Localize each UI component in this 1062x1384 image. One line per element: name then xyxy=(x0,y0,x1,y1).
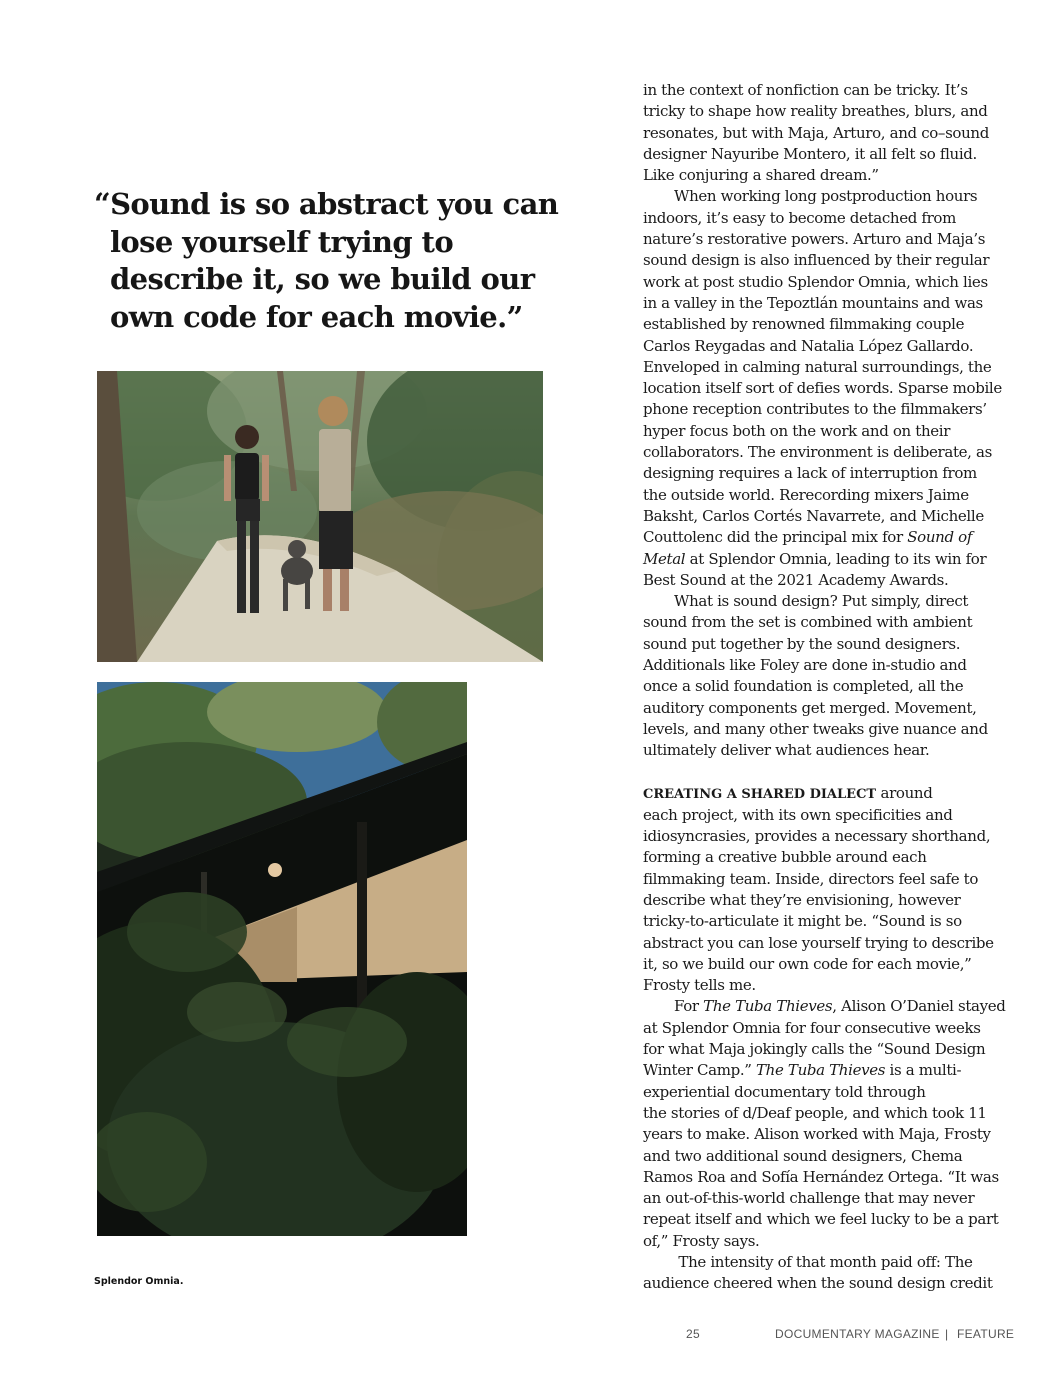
paragraph xyxy=(643,186,1015,591)
text-line: Frosty tells me. xyxy=(643,976,756,995)
text-line xyxy=(643,783,1015,805)
text-line: idiosyncrasies, provides a necessary shorthand, xyxy=(643,827,991,846)
film-title: Sound of xyxy=(907,528,973,547)
text-line: and two additional sound designers, Chema xyxy=(643,1146,963,1165)
text-run: around xyxy=(876,783,933,802)
forest-path-illustration xyxy=(97,371,543,662)
text-line: The intensity of that month paid off: The xyxy=(674,1253,973,1272)
section-name: FEATURE xyxy=(957,1327,1015,1341)
text-line: in a valley in the Tepoztlán mountains and was xyxy=(643,293,983,312)
text-line: at Splendor Omnia for four consecutive weeks xyxy=(643,1018,981,1037)
text-line: years to make. Alison worked with Maja, Frosty xyxy=(643,1125,991,1144)
text-line: indoors, it’s easy to become detached from xyxy=(643,208,956,227)
paragraph xyxy=(643,591,1015,761)
text-line: nature’s restorative powers. Arturo and Maja’s xyxy=(643,230,986,249)
pull-quote-open-mark: “ xyxy=(94,187,111,221)
film-title: The Tuba Thieves xyxy=(756,1061,886,1080)
text-line xyxy=(643,549,1015,570)
section-gap xyxy=(643,762,1015,783)
text-line: sound design is also influenced by their regular xyxy=(643,251,990,270)
film-title: Metal xyxy=(643,549,686,568)
text-line: auditory components get merged. Movement, xyxy=(643,698,977,717)
text-run: For xyxy=(674,997,704,1016)
text-line: tricky-to-articulate it might be. “Sound is so xyxy=(643,912,962,931)
text-line: resonates, but with Maja, Arturo, and co–sound xyxy=(643,123,989,142)
text-line: once a solid foundation is completed, all the xyxy=(643,677,964,696)
text-line: sound from the set is combined with ambient xyxy=(643,613,973,632)
text-line: ultimately deliver what audiences hear. xyxy=(643,741,930,760)
text-line: Baksht, Carlos Cortés Navarrete, and Michelle xyxy=(643,506,984,525)
text-line: of,” Frosty says. xyxy=(643,1231,760,1250)
paragraph xyxy=(643,783,1015,997)
publication-name: DOCUMENTARY MAGAZINE xyxy=(775,1327,940,1341)
text-line: Like conjuring a shared dream.” xyxy=(643,166,879,185)
text-line: filmmaking team. Inside, directors feel safe to xyxy=(643,869,979,888)
text-line: established by renowned filmmaking couple xyxy=(643,315,965,334)
text-line: an out-of-this-world challenge that may never xyxy=(643,1189,975,1208)
text-line: When working long postproduction hours xyxy=(674,187,978,206)
text-line: designer Nayuribe Montero, it all felt so fluid. xyxy=(643,144,977,163)
text-line: Enveloped in calming natural surroundings, the xyxy=(643,357,992,376)
pull-quote-close-mark: ” xyxy=(506,299,523,334)
pull-quote-text: Sound is so abstract you can lose yourself trying to describe it, so we build our own code for each movie. xyxy=(110,187,559,334)
text-line: levels, and many other tweaks give nuance and xyxy=(643,719,988,738)
article-column xyxy=(643,80,1015,1295)
section-lead-in: CREATING A SHARED DIALECT xyxy=(643,786,877,802)
text-line: location itself sort of defies words. Sparse mobile xyxy=(643,379,1002,398)
paragraph xyxy=(643,80,1015,186)
text-line: each project, with its own specificities and xyxy=(643,805,953,824)
text-line: Best Sound at the 2021 Academy Awards. xyxy=(643,570,949,589)
text-line: it, so we build our own code for each movie,” xyxy=(643,954,972,973)
text-run: is a multi- xyxy=(885,1061,962,1080)
film-title: The Tuba Thieves xyxy=(703,997,833,1016)
footer-separator: | xyxy=(945,1327,949,1341)
text-run: at Splendor Omnia, leading to its win for xyxy=(685,549,987,568)
text-line: abstract you can lose yourself trying to describe xyxy=(643,933,994,952)
text-line: hyper focus both on the work and on their xyxy=(643,421,951,440)
text-line: designing requires a lack of interruption from xyxy=(643,464,977,483)
text-line xyxy=(643,1060,1015,1081)
text-line: for what Maja jokingly calls the “Sound Design xyxy=(643,1040,986,1059)
text-line: Additionals like Foley are done in-studio and xyxy=(643,656,967,675)
text-line xyxy=(643,527,1015,548)
text-line: audience cheered when the sound design credit xyxy=(643,1274,993,1293)
text-line: in the context of nonfiction can be tricky. It’s xyxy=(643,81,968,99)
studio-building-illustration xyxy=(97,682,467,1236)
paragraph xyxy=(643,996,1015,1252)
text-line: the outside world. Rerecording mixers Jaime xyxy=(643,485,969,504)
page-number: 25 xyxy=(686,1327,700,1341)
pull-quote xyxy=(94,186,590,336)
text-line: describe what they’re envisioning, however xyxy=(643,890,961,909)
text-run: Couttolenc did the principal mix for xyxy=(643,528,908,547)
text-run: Winter Camp.” xyxy=(643,1061,757,1080)
studio-building-photo xyxy=(97,682,467,1236)
forest-path-photo xyxy=(97,371,543,662)
text-line: Carlos Reygadas and Natalia López Gallardo. xyxy=(643,336,974,355)
text-line: forming a creative bubble around each xyxy=(643,848,927,867)
text-line: work at post studio Splendor Omnia, which lies xyxy=(643,272,988,291)
text-line: Ramos Roa and Sofía Hernández Ortega. “It was xyxy=(643,1167,999,1186)
paragraph xyxy=(643,1252,1015,1295)
photo-caption: Splendor Omnia. xyxy=(94,1276,184,1287)
text-line: collaborators. The environment is deliberate, as xyxy=(643,443,992,462)
text-line: What is sound design? Put simply, direct xyxy=(674,592,969,611)
text-line: tricky to shape how reality breathes, blurs, and xyxy=(643,102,988,121)
text-line xyxy=(643,996,1015,1017)
text-run: , Alison O’Daniel stayed xyxy=(832,997,1006,1016)
text-line: phone reception contributes to the filmmakers’ xyxy=(643,400,987,419)
text-line: repeat itself and which we feel lucky to be a part xyxy=(643,1210,999,1229)
text-line: the stories of d/Deaf people, and which took 11 xyxy=(643,1103,987,1122)
text-line: experiential documentary told through xyxy=(643,1082,926,1101)
text-line: sound put together by the sound designers. xyxy=(643,634,961,653)
